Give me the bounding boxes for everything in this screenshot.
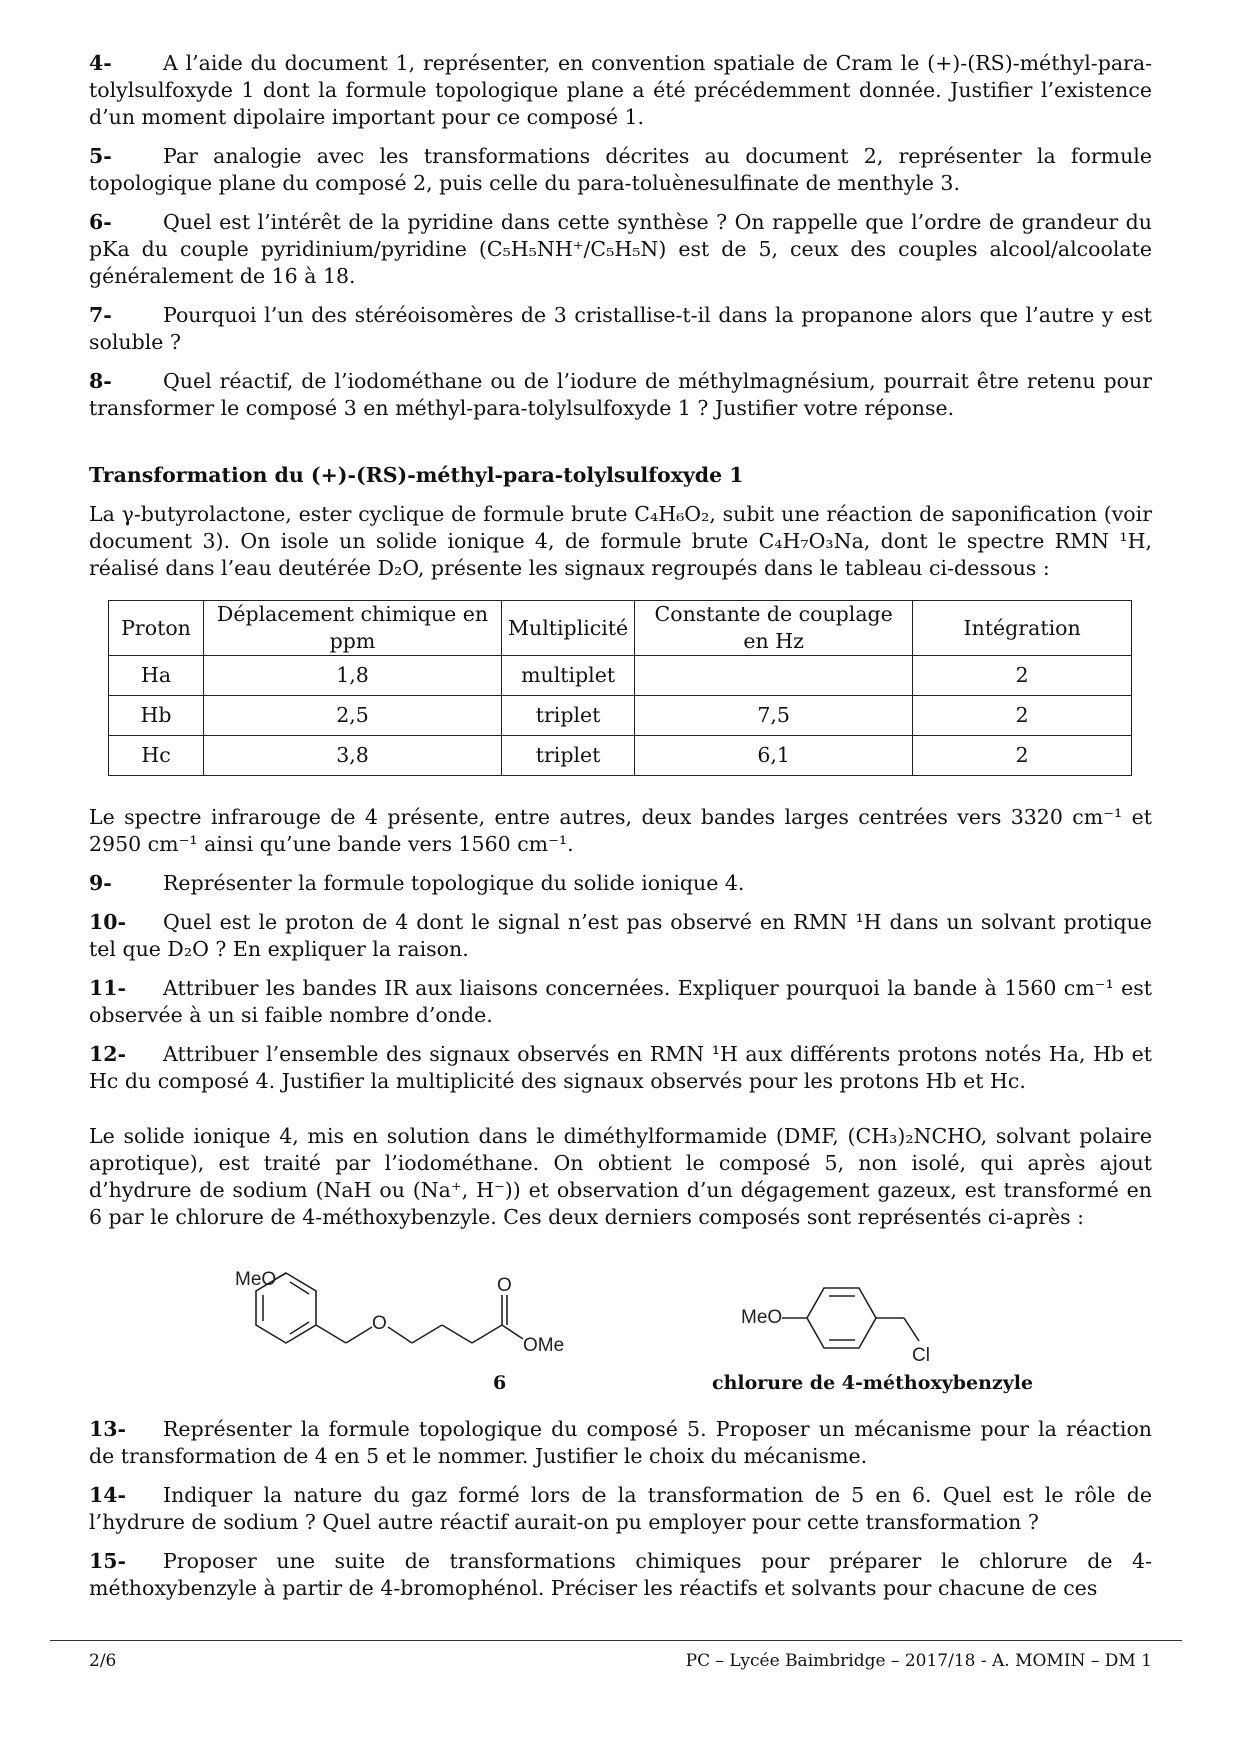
question-5: 5- Par analogie avec les transformations décrites au document 2, représenter la formule topologique plane du composé 2, puis celle du para-toluènesulfinate de menthyle 3.	[89, 144, 1152, 195]
ir-paragraph: Le spectre infrarouge de 4 présente, entre autres, deux bandes larges centrées vers 3320 cm⁻¹ et 2950 cm⁻¹ ainsi qu’une bande vers 1560 cm⁻¹.	[89, 805, 1152, 856]
cell-integration: 2	[913, 736, 1132, 776]
question-12: 12- Attribuer l’ensemble des signaux observés en RMN ¹H aux différents protons notés Ha, Hb et Hc du composé 4. Justifier la multiplicité des signaux observés pour les protons Hb et Hc.	[89, 1042, 1152, 1093]
footer-page-number: 2/6	[89, 1651, 117, 1671]
footer-divider	[50, 1640, 1182, 1641]
question-15: 15- Proposer une suite de transformations chimiques pour préparer le chlorure de 4-méthoxybenzyle à partir de 4-bromophénol. Préciser les réactifs et solvants pour chacune de ces	[89, 1549, 1152, 1600]
col-shift: Déplacement chimique en ppm	[204, 601, 502, 656]
question-9: 9- Représenter la formule topologique du solide ionique 4.	[89, 871, 745, 895]
cell-proton: Hb	[109, 696, 204, 736]
questions-top	[89, 50, 1152, 422]
cell-multiplicity: multiplet	[502, 656, 635, 696]
cell-multiplicity: triplet	[502, 736, 635, 776]
intro-paragraph: La γ-butyrolactone, ester cyclique de formule brute C₄H₆O₂, subit une réaction de saponification (voir document 3). On isole un solide ionique 4, de formule brute C₄H₇O₃Na, dont le spectre RMN ¹H, réalisé dans l’eau deutérée D₂O, présente les signaux regroupés dans le tableau ci-dessous :	[89, 502, 1152, 580]
cell-shift: 3,8	[204, 736, 502, 776]
cell-integration: 2	[913, 656, 1132, 696]
cell-integration: 2	[913, 696, 1132, 736]
mol6-o-carbonyl: O	[497, 1275, 512, 1296]
chloride-label: chlorure de 4-méthoxybenzyle	[712, 1372, 1034, 1394]
mol6-meo: MeO	[235, 1269, 277, 1290]
cell-proton: Ha	[109, 656, 204, 696]
chloride-meo: MeO	[741, 1307, 783, 1328]
question-4: 4- A l’aide du document 1, représenter, en convention spatiale de Cram le (+)-(RS)-méthyl-para-tolylsulfoxyde 1 dont la formule topologique plane a été précédemment donnée. Justifier l’existence d’un moment dipolaire important pour ce composé 1.	[89, 51, 1152, 129]
question-6: 6- Quel est l’intérêt de la pyridine dans cette synthèse ? On rappelle que l’ordre de grandeur du pKa du couple pyridinium/pyridine (C₅H₅NH⁺/C₅H₅N) est de 5, ceux des couples alcool/alcoolate généralement de 16 à 18.	[89, 210, 1152, 288]
questions-mid	[89, 870, 1152, 1095]
cell-proton: Hc	[109, 736, 204, 776]
cell-coupling: 7,5	[635, 696, 913, 736]
molecule-6	[235, 1269, 564, 1356]
structure-drawing	[89, 1243, 1152, 1398]
mol6-label: 6	[493, 1372, 507, 1394]
cell-multiplicity: triplet	[502, 696, 635, 736]
col-proton: Proton	[109, 601, 204, 656]
col-integration: Intégration	[913, 601, 1132, 656]
question-8: 8- Quel réactif, de l’iodométhane ou de l’iodure de méthylmagnésium, pourrait être retenu pour transformer le composé 3 en méthyl-para-tolylsulfoxyde 1 ? Justifier votre réponse.	[89, 369, 1152, 420]
question-7: 7- Pourquoi l’un des stéréoisomères de 3 cristallise-t-il dans la propanone alors que l’autre y est soluble ?	[89, 303, 1152, 354]
table-row	[109, 736, 1132, 776]
table-row	[109, 696, 1132, 736]
question-13: 13- Représenter la formule topologique du composé 5. Proposer un mécanisme pour la réaction de transformation de 4 en 5 et le nommer. Justifier le choix du mécanisme.	[89, 1417, 1152, 1468]
nmr-table-header-row	[109, 601, 1132, 656]
footer-course-info: PC – Lycée Baimbridge – 2017/18 - A. MOMIN – DM 1	[685, 1651, 1152, 1671]
dmf-paragraph: Le solide ionique 4, mis en solution dans le diméthylformamide (DMF, (CH₃)₂NCHO, solvant polaire aprotique), est traité par l’iodométhane. On obtient le composé 5, non isolé, qui après ajout d’hydrure de sodium (NaH ou (Na⁺, H⁻)) et observation d’un dégagement gazeux, est transformé en 6 par le chlorure de 4-méthoxybenzyle. Ces deux derniers composés sont représentés ci-après :	[89, 1124, 1152, 1229]
mol6-ome: OMe	[523, 1335, 565, 1356]
cell-coupling	[635, 656, 913, 696]
question-10: 10- Quel est le proton de 4 dont le signal n’est pas observé en RMN ¹H dans un solvant protique tel que D₂O ? En expliquer la raison.	[89, 910, 1152, 961]
mol6-o-ether: O	[372, 1313, 387, 1334]
table-row	[109, 656, 1132, 696]
cell-shift: 2,5	[204, 696, 502, 736]
cell-shift: 1,8	[204, 656, 502, 696]
nmr-table	[108, 600, 1132, 776]
col-multiplicity: Multiplicité	[502, 601, 635, 656]
section-title: Transformation du (+)-(RS)-méthyl-para-tolylsulfoxyde 1	[89, 463, 744, 487]
cell-coupling: 6,1	[635, 736, 913, 776]
chloride-cl: Cl	[912, 1345, 930, 1366]
molecule-structures	[89, 1243, 1152, 1398]
question-11: 11- Attribuer les bandes IR aux liaisons concernées. Expliquer pourquoi la bande à 1560 cm⁻¹ est observée à un si faible nombre d’onde.	[89, 976, 1152, 1027]
document-page	[89, 50, 1152, 1614]
question-14: 14- Indiquer la nature du gaz formé lors de la transformation de 5 en 6. Quel est le rôle de l’hydrure de sodium ? Quel autre réactif aurait-on pu employer pour cette transformation ?	[89, 1483, 1152, 1534]
molecule-chloride	[741, 1288, 930, 1366]
col-coupling: Constante de couplage en Hz	[635, 601, 913, 656]
questions-bottom	[89, 1416, 1152, 1602]
